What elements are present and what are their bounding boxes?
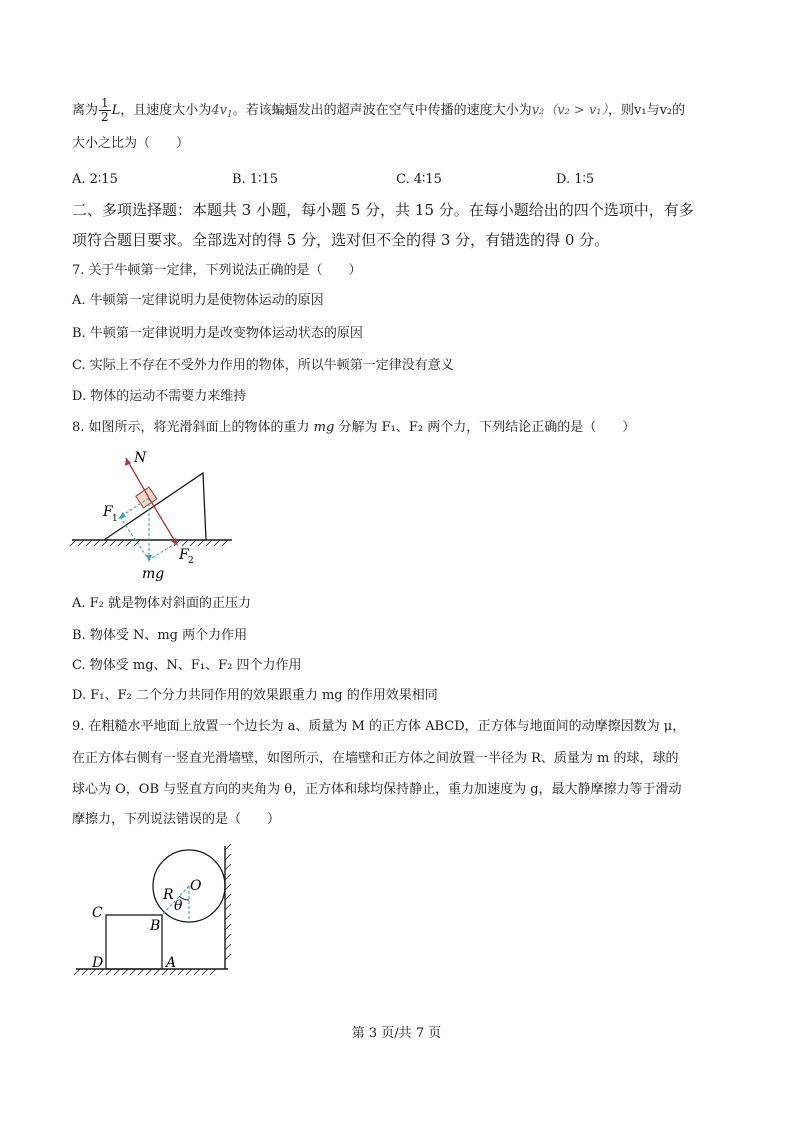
q8-stem-b: 分解为 F₁、F₂ 两个力，下列结论正确的是（ ） — [334, 420, 636, 435]
label-F1-sub: 1 — [112, 514, 118, 524]
label-theta: θ — [174, 898, 183, 914]
q7-option-d: D. 物体的运动不需要力来维持 — [72, 389, 247, 404]
q6-line1 — [72, 97, 685, 124]
q9-line3: 球心为 O，OB 与竖直方向的夹角为 θ，正方体和球均保持静止，重力加速度为 g，最大静摩擦力等于滑动 — [72, 782, 682, 797]
incline-force-diagram — [70, 445, 240, 585]
q6-option-c: C. 4∶15 — [396, 172, 442, 187]
q7-option-a: A. 牛顿第一定律说明力是使物体运动的原因 — [72, 293, 324, 308]
q7-option-c: C. 实际上不存在不受外力作用的物体，所以牛顿第一定律没有意义 — [72, 358, 454, 373]
label-mg: mg — [142, 566, 165, 582]
label-D: D — [92, 955, 104, 971]
q6-text-c: 。若该蝙蝠发出的超声波在空气中传播的速度大小为 — [232, 103, 532, 118]
label-R: R — [163, 887, 174, 903]
fraction-denominator: 2 — [101, 110, 109, 124]
q9-line2: 在正方体右侧有一竖直光滑墙壁，如图所示，在墙壁和正方体之间放置一半径为 R、质量为 m 的球，球的 — [72, 751, 679, 766]
q6-option-a: A. 2∶15 — [72, 172, 118, 187]
q7-option-b: B. 牛顿第一定律说明力是改变物体运动状态的原因 — [72, 326, 363, 341]
q6-text-a: 离为 — [72, 103, 99, 118]
q8-option-c: C. 物体受 mg、N、F₁、F₂ 四个力作用 — [72, 658, 302, 673]
q6-option-b: B. 1∶15 — [232, 172, 279, 187]
symbol-L: L — [111, 103, 121, 118]
section-heading-line2: 项符合题目要求。全部选对的得 5 分，选对但不全的得 3 分，有错选的得 0 分。 — [72, 231, 610, 249]
fraction-numerator: 1 — [101, 96, 109, 110]
page-footer: 第 3 页/共 7 页 — [351, 1026, 442, 1041]
q6-option-d: D. 1∶5 — [556, 172, 595, 187]
speed-v2-expr: v₂（v₂ > v₁） — [531, 103, 609, 118]
q8-option-d: D. F₁、F₂ 二个分力共同作用的效果跟重力 mg 的作用效果相同 — [72, 688, 438, 703]
label-F2: F — [179, 547, 189, 563]
label-B: B — [150, 918, 161, 934]
q8-option-b: B. 物体受 N、mg 两个力作用 — [72, 628, 248, 643]
q9-line4: 摩擦力，下列说法错误的是（ ） — [72, 812, 281, 827]
label-F1: F — [103, 504, 113, 520]
q9-line1: 9. 在粗糙水平地面上放置一个边长为 a、质量为 M 的正方体 ABCD，正方体与地面间的动摩擦因数为 μ， — [72, 719, 686, 734]
speed-4v-text: 4v — [211, 103, 227, 118]
q8-stem — [72, 419, 635, 437]
label-O: O — [190, 878, 202, 894]
q6-line2: 大小之比为（ ） — [72, 136, 190, 151]
label-C: C — [92, 905, 103, 921]
label-N: N — [134, 450, 147, 466]
cube-ball-wall-diagram — [70, 842, 240, 982]
label-F2-sub: 2 — [188, 556, 194, 566]
speed-4v1: $4v_1$ — [211, 103, 233, 120]
q6-text-b: ，且速度大小为 — [120, 103, 212, 118]
q8-mg: mg — [313, 420, 335, 435]
section-heading-line1: 二、多项选择题：本题共 3 小题，每小题 5 分，共 15 分。在每小题给出的四个选项中，有多 — [72, 201, 694, 219]
q8-option-a: A. F₂ 就是物体对斜面的正压力 — [72, 596, 252, 611]
q8-stem-a: 8. 如图所示，将光滑斜面上的物体的重力 — [72, 420, 314, 435]
q7-stem: 7. 关于牛顿第一定律，下列说法正确的是（ ） — [72, 263, 362, 278]
label-A: A — [166, 955, 177, 971]
fraction-half — [99, 97, 111, 124]
q6-text-d: ，则v₁与v₂的 — [608, 103, 686, 118]
